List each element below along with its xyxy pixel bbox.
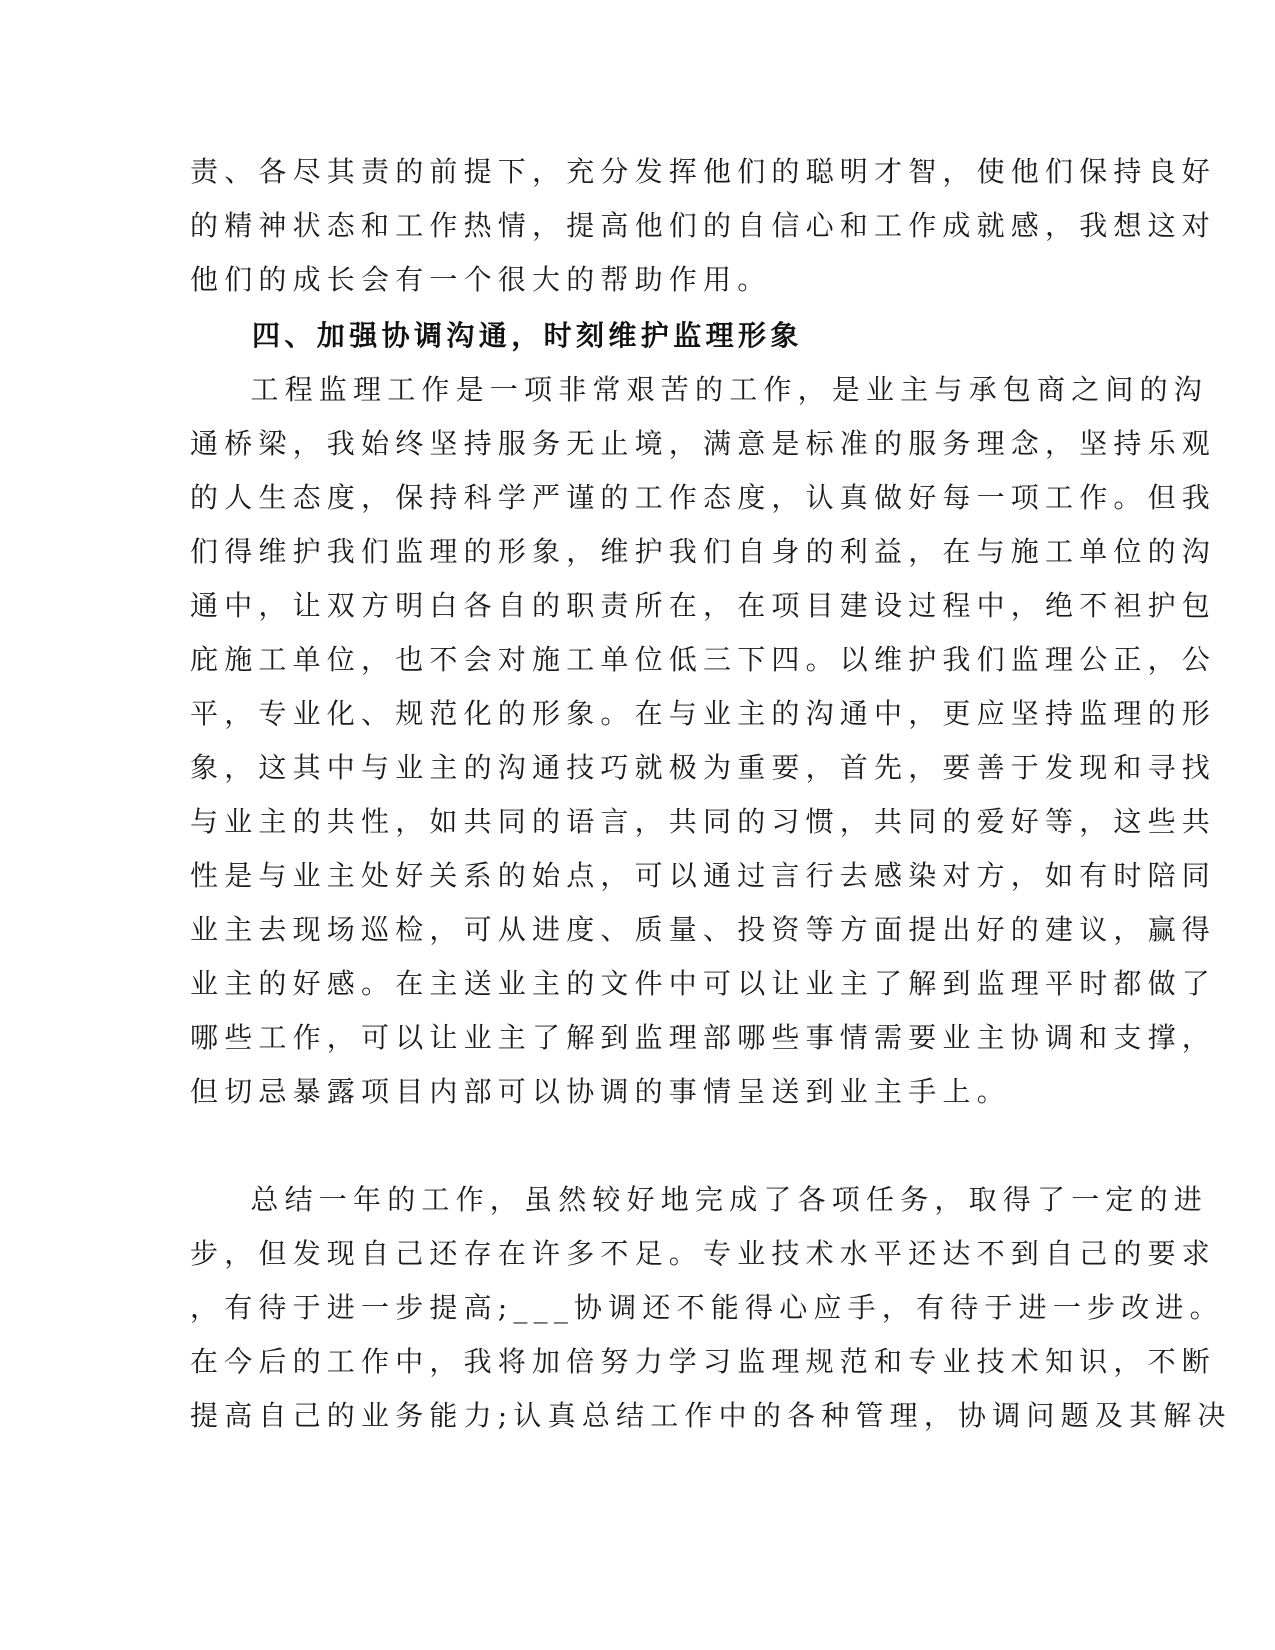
text-line: 象，这其中与业主的沟通技巧就极为重要，首先，要善于发现和寻找 (190, 751, 1217, 784)
text-line: ，有待于进一步提高;___协调还不能得心应手，有待于进一步改进。 (190, 1291, 1224, 1324)
text-line: 责、各尽其责的前提下，充分发挥他们的聪明才智，使他们保持良好 (190, 155, 1217, 188)
text-line: 庇施工单位，也不会对施工单位低三下四。以维护我们监理公正，公 (190, 643, 1217, 676)
text-line: 哪些工作，可以让业主了解到监理部哪些事情需要业主协调和支撑， (190, 1021, 1217, 1054)
text-line: 的精神状态和工作热情，提高他们的自信心和工作成就感，我想这对 (190, 209, 1217, 242)
text-line: 工程监理工作是一项非常艰苦的工作，是业主与承包商之间的沟 (190, 373, 1209, 406)
text-line: 性是与业主处好关系的始点，可以通过言行去感染对方，如有时陪同 (190, 859, 1217, 892)
text-line: 提高自己的业务能力;认真总结工作中的各种管理，协调问题及其解决 (190, 1399, 1232, 1432)
section-heading: 四、加强协调沟通，时刻维护监理形象 (252, 319, 803, 352)
text-line: 通中，让双方明白各自的职责所在，在项目建设过程中，绝不袒护包 (190, 589, 1217, 622)
paragraph-section-4 (190, 363, 1217, 1119)
text-line: 步，但发现自己还存在许多不足。专业技术水平还达不到自己的要求 (190, 1237, 1217, 1270)
text-line: 们得维护我们监理的形象，维护我们自身的利益，在与施工单位的沟 (190, 535, 1217, 568)
text-line: 业主去现场巡检，可从进度、质量、投资等方面提出好的建议，赢得 (190, 913, 1217, 946)
text-line: 但切忌暴露项目内部可以协调的事情呈送到业主手上。 (190, 1075, 1011, 1108)
paragraph-continued (190, 145, 1217, 307)
text-line: 与业主的共性，如共同的语言，共同的习惯，共同的爱好等，这些共 (190, 805, 1217, 838)
text-line: 通桥梁，我始终坚持服务无止境，满意是标准的服务理念，坚持乐观 (190, 427, 1217, 460)
text-line: 业主的好感。在主送业主的文件中可以让业主了解到监理平时都做了 (190, 967, 1217, 1000)
text-line: 的人生态度，保持科学严谨的工作态度，认真做好每一项工作。但我 (190, 481, 1217, 514)
text-line: 他们的成长会有一个很大的帮助作用。 (190, 263, 772, 296)
text-line: 总结一年的工作，虽然较好地完成了各项任务，取得了一定的进 (190, 1183, 1209, 1216)
text-line: 平，专业化、规范化的形象。在与业主的沟通中，更应坚持监理的形 (190, 697, 1217, 730)
text-line: 在今后的工作中，我将加倍努力学习监理规范和专业技术知识，不断 (190, 1345, 1217, 1378)
paragraph-summary (190, 1173, 1232, 1443)
